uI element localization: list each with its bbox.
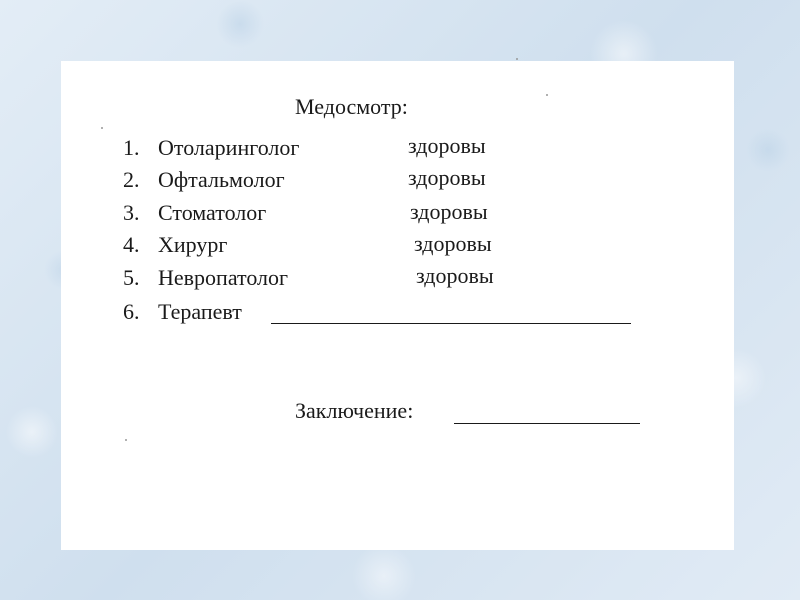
item-specialist: Отоларинголог (158, 135, 300, 160)
document-title: Медосмотр: (295, 94, 408, 119)
item-number: 6. (123, 299, 140, 324)
scan-speck (546, 94, 548, 96)
item-number: 2. (123, 167, 140, 192)
item-specialist: Хирург (158, 232, 228, 257)
conclusion-label: Заключение: (295, 398, 414, 423)
item-specialist: Терапевт (158, 299, 242, 324)
item-specialist: Офтальмолог (158, 167, 285, 192)
conclusion-blank-line (454, 423, 640, 424)
scan-speck (125, 439, 127, 441)
item-result: здоровы (410, 199, 488, 224)
document-page (61, 61, 734, 550)
item-result: здоровы (408, 133, 486, 158)
therapist-blank-line (271, 323, 631, 324)
scan-speck (516, 58, 518, 60)
item-number: 1. (123, 135, 140, 160)
item-number: 3. (123, 200, 140, 225)
scan-speck (101, 127, 103, 129)
item-specialist: Стоматолог (158, 200, 267, 225)
item-specialist: Невропатолог (158, 265, 289, 290)
item-number: 4. (123, 232, 140, 257)
item-number: 5. (123, 265, 140, 290)
item-result: здоровы (408, 165, 486, 190)
item-result: здоровы (416, 263, 494, 288)
item-result: здоровы (414, 231, 492, 256)
